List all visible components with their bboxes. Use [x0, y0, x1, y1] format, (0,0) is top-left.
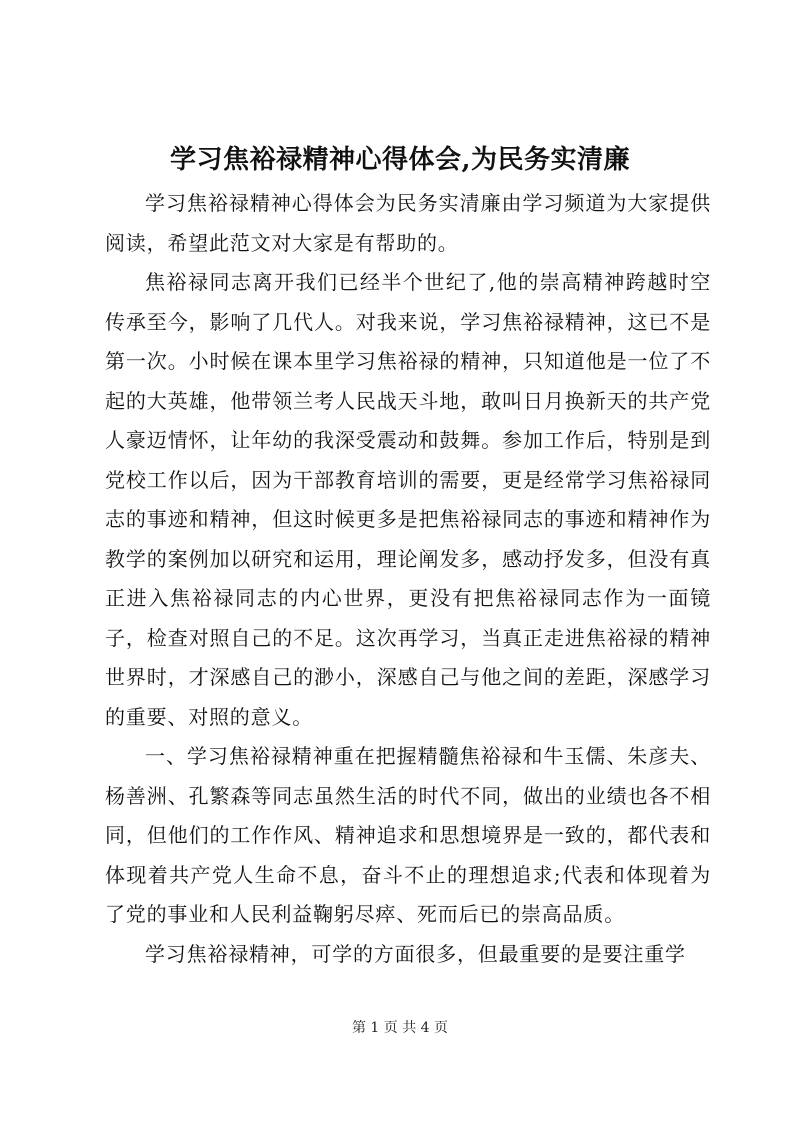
paragraph-continuation: 学习焦裕禄精神，可学的方面很多，但最重要的是要注重学: [145, 941, 686, 966]
paragraph-intro: 学习焦裕禄精神心得体会为民务实清廉由学习频道为大家提供阅读，希望此范文对大家是有帮助的。: [105, 191, 711, 255]
paragraph-reflection: 焦裕禄同志离开我们已经半个世纪了,他的崇高精神跨越时空传承至今，影响了几代人。对我来说，学习焦裕禄精神，这已不是第一次。小时候在课本里学习焦裕禄的精神，只知道他是一位了不起的大英雄，他带领兰考人民战天斗地，敢叫日月换新天的共产党人豪迈情怀，让年幼的我深受震动和鼓舞。参加工作后，特别是到党校工作以后，因为干部教育培训的需要，更是经常学习焦裕禄同志的事迹和精神，但这时候更多是把焦裕禄同志的事迹和精神作为教学的案例加以研究和运用，理论阐发多，感动抒发多，但没有真正进入焦裕禄同志的内心世界，更没有把焦裕禄同志作为一面镜子，检查对照自己的不足。这次再学习，当真正走进焦裕禄的精神世界时，才深感自己的渺小，深感自己与他之间的差距，深感学习的重要、对照的意义。: [105, 270, 711, 729]
paragraph-section-one: 一、学习焦裕禄精神重在把握精髓焦裕禄和牛玉儒、朱彦夫、杨善洲、孔繁森等同志虽然生活的时代不同，做出的业绩也各不相同，但他们的工作作风、精神追求和思想境界是一致的，都代表和体现着共产党人生命不息，奋斗不止的理想追求;代表和体现着为了党的事业和人民利益鞠躬尽瘁、死而后已的崇高品质。: [105, 744, 711, 926]
page-footer: 第 1 页 共 4 页: [351, 1020, 449, 1036]
document-title: 学习焦裕禄精神心得体会,为民务实清廉: [169, 145, 631, 175]
document-body: [105, 184, 711, 974]
